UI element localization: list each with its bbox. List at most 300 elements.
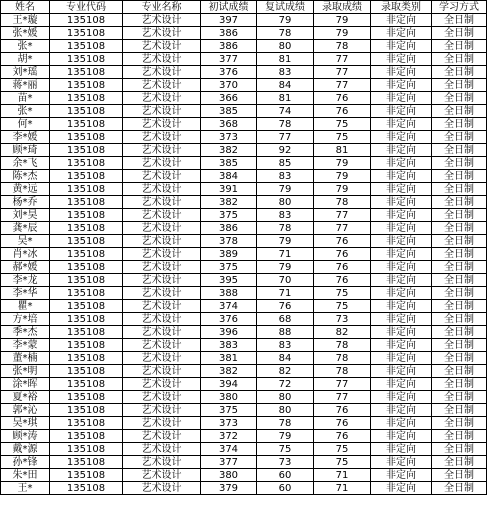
major-name-cell: 艺术设计 [123,105,201,118]
table-row [1,79,487,92]
study-mode-cell: 全日制 [432,326,487,339]
retest-score-cell: 70 [257,274,314,287]
admission-category-cell: 非定向 [371,157,432,170]
major-code-cell: 135108 [50,313,123,326]
admission-category-cell: 非定向 [371,14,432,27]
major-name-cell: 艺术设计 [123,404,201,417]
admission-score-cell: 77 [314,391,371,404]
name-cell: 张* [1,40,50,53]
retest-score-cell: 92 [257,144,314,157]
admission-category-cell: 非定向 [371,40,432,53]
study-mode-cell: 全日制 [432,27,487,40]
admission-category-cell: 非定向 [371,287,432,300]
major-name-cell: 艺术设计 [123,443,201,456]
name-cell: 刘*瑶 [1,66,50,79]
major-name-cell: 艺术设计 [123,118,201,131]
retest-score-cell: 60 [257,482,314,495]
study-mode-cell: 全日制 [432,118,487,131]
major-name-cell: 艺术设计 [123,144,201,157]
initial-score-cell: 389 [201,248,257,261]
initial-score-cell: 384 [201,170,257,183]
retest-score-cell: 73 [257,456,314,469]
major-name-cell: 艺术设计 [123,183,201,196]
name-cell: 郝*媛 [1,261,50,274]
name-cell: 陈*杰 [1,170,50,183]
admission-score-cell: 78 [314,40,371,53]
name-cell: 吴*琪 [1,417,50,430]
major-name-cell: 艺术设计 [123,14,201,27]
study-mode-cell: 全日制 [432,92,487,105]
table-row [1,27,487,40]
major-name-cell: 艺术设计 [123,261,201,274]
major-name-cell: 艺术设计 [123,326,201,339]
header-retest-score: 复试成绩 [257,1,314,14]
retest-score-cell: 78 [257,27,314,40]
major-code-cell: 135108 [50,27,123,40]
admission-category-cell: 非定向 [371,443,432,456]
admission-score-cell: 78 [314,365,371,378]
retest-score-cell: 74 [257,105,314,118]
major-name-cell: 艺术设计 [123,456,201,469]
study-mode-cell: 全日制 [432,274,487,287]
major-code-cell: 135108 [50,352,123,365]
admission-category-cell: 非定向 [371,248,432,261]
retest-score-cell: 81 [257,53,314,66]
study-mode-cell: 全日制 [432,157,487,170]
retest-score-cell: 81 [257,92,314,105]
admission-category-cell: 非定向 [371,313,432,326]
study-mode-cell: 全日制 [432,261,487,274]
admission-score-cell: 76 [314,92,371,105]
name-cell: 李*华 [1,287,50,300]
table-row [1,469,487,482]
header-admission-category: 录取类别 [371,1,432,14]
major-name-cell: 艺术设计 [123,391,201,404]
retest-score-cell: 83 [257,209,314,222]
major-code-cell: 135108 [50,482,123,495]
admission-category-cell: 非定向 [371,261,432,274]
retest-score-cell: 79 [257,183,314,196]
admission-category-cell: 非定向 [371,404,432,417]
major-code-cell: 135108 [50,105,123,118]
admission-category-cell: 非定向 [371,196,432,209]
study-mode-cell: 全日制 [432,14,487,27]
initial-score-cell: 374 [201,300,257,313]
initial-score-cell: 397 [201,14,257,27]
admission-category-cell: 非定向 [371,456,432,469]
retest-score-cell: 83 [257,170,314,183]
name-cell: 龚*辰 [1,222,50,235]
table-row [1,430,487,443]
major-code-cell: 135108 [50,144,123,157]
major-code-cell: 135108 [50,248,123,261]
initial-score-cell: 375 [201,261,257,274]
admission-category-cell: 非定向 [371,417,432,430]
major-name-cell: 艺术设计 [123,222,201,235]
admission-score-cell: 76 [314,105,371,118]
header-major-code: 专业代码 [50,1,123,14]
study-mode-cell: 全日制 [432,66,487,79]
table-row [1,196,487,209]
retest-score-cell: 83 [257,66,314,79]
initial-score-cell: 382 [201,365,257,378]
table-row [1,66,487,79]
study-mode-cell: 全日制 [432,235,487,248]
admission-score-cell: 77 [314,79,371,92]
admission-score-cell: 77 [314,222,371,235]
initial-score-cell: 373 [201,131,257,144]
table-row [1,482,487,495]
major-code-cell: 135108 [50,170,123,183]
initial-score-cell: 374 [201,443,257,456]
major-name-cell: 艺术设计 [123,248,201,261]
retest-score-cell: 79 [257,430,314,443]
admission-category-cell: 非定向 [371,482,432,495]
major-code-cell: 135108 [50,53,123,66]
name-cell: 刘*昊 [1,209,50,222]
initial-score-cell: 379 [201,482,257,495]
initial-score-cell: 377 [201,456,257,469]
admission-category-cell: 非定向 [371,66,432,79]
admission-score-cell: 76 [314,235,371,248]
name-cell: 肖*冰 [1,248,50,261]
admission-score-cell: 79 [314,27,371,40]
initial-score-cell: 385 [201,157,257,170]
admission-score-cell: 76 [314,261,371,274]
major-code-cell: 135108 [50,326,123,339]
table-row [1,131,487,144]
initial-score-cell: 382 [201,144,257,157]
header-name: 姓名 [1,1,50,14]
name-cell: 何* [1,118,50,131]
table-row [1,105,487,118]
initial-score-cell: 377 [201,53,257,66]
admission-score-cell: 71 [314,482,371,495]
admission-category-cell: 非定向 [371,222,432,235]
study-mode-cell: 全日制 [432,53,487,66]
major-code-cell: 135108 [50,261,123,274]
major-name-cell: 艺术设计 [123,235,201,248]
study-mode-cell: 全日制 [432,456,487,469]
admission-category-cell: 非定向 [371,79,432,92]
major-code-cell: 135108 [50,40,123,53]
major-code-cell: 135108 [50,339,123,352]
table-row [1,118,487,131]
retest-score-cell: 71 [257,287,314,300]
admission-category-cell: 非定向 [371,365,432,378]
major-name-cell: 艺术设计 [123,417,201,430]
name-cell: 吴* [1,235,50,248]
table-row [1,222,487,235]
initial-score-cell: 385 [201,105,257,118]
initial-score-cell: 386 [201,27,257,40]
table-row [1,53,487,66]
table-row [1,391,487,404]
retest-score-cell: 80 [257,391,314,404]
major-name-cell: 艺术设计 [123,274,201,287]
major-name-cell: 艺术设计 [123,209,201,222]
major-name-cell: 艺术设计 [123,131,201,144]
initial-score-cell: 372 [201,430,257,443]
header-study-mode: 学习方式 [432,1,487,14]
admission-score-cell: 79 [314,14,371,27]
retest-score-cell: 79 [257,261,314,274]
name-cell: 顾*涛 [1,430,50,443]
major-name-cell: 艺术设计 [123,287,201,300]
name-cell: 王* [1,482,50,495]
major-name-cell: 艺术设计 [123,313,201,326]
header-admission-score: 录取成绩 [314,1,371,14]
major-code-cell: 135108 [50,222,123,235]
study-mode-cell: 全日制 [432,144,487,157]
table-row [1,300,487,313]
admission-score-cell: 75 [314,443,371,456]
retest-score-cell: 68 [257,313,314,326]
study-mode-cell: 全日制 [432,183,487,196]
major-name-cell: 艺术设计 [123,352,201,365]
name-cell: 郭*沁 [1,404,50,417]
study-mode-cell: 全日制 [432,287,487,300]
major-code-cell: 135108 [50,157,123,170]
name-cell: 季*杰 [1,326,50,339]
admission-category-cell: 非定向 [371,92,432,105]
initial-score-cell: 383 [201,339,257,352]
major-name-cell: 艺术设计 [123,378,201,391]
initial-score-cell: 368 [201,118,257,131]
major-name-cell: 艺术设计 [123,53,201,66]
study-mode-cell: 全日制 [432,40,487,53]
study-mode-cell: 全日制 [432,196,487,209]
initial-score-cell: 396 [201,326,257,339]
admission-category-cell: 非定向 [371,183,432,196]
initial-score-cell: 382 [201,196,257,209]
major-name-cell: 艺术设计 [123,365,201,378]
admission-category-cell: 非定向 [371,118,432,131]
admission-category-cell: 非定向 [371,352,432,365]
retest-score-cell: 83 [257,339,314,352]
study-mode-cell: 全日制 [432,170,487,183]
major-code-cell: 135108 [50,443,123,456]
study-mode-cell: 全日制 [432,391,487,404]
name-cell: 杨*乔 [1,196,50,209]
study-mode-cell: 全日制 [432,79,487,92]
name-cell: 胡* [1,53,50,66]
admission-score-cell: 76 [314,430,371,443]
major-name-cell: 艺术设计 [123,300,201,313]
table-row [1,274,487,287]
name-cell: 张* [1,105,50,118]
major-code-cell: 135108 [50,14,123,27]
name-cell: 张*媛 [1,27,50,40]
admission-category-cell: 非定向 [371,53,432,66]
admission-score-cell: 79 [314,183,371,196]
initial-score-cell: 386 [201,222,257,235]
name-cell: 李*媛 [1,131,50,144]
study-mode-cell: 全日制 [432,404,487,417]
retest-score-cell: 78 [257,118,314,131]
admission-category-cell: 非定向 [371,469,432,482]
major-code-cell: 135108 [50,79,123,92]
table-row [1,443,487,456]
study-mode-cell: 全日制 [432,300,487,313]
table-row [1,417,487,430]
table-row [1,313,487,326]
major-code-cell: 135108 [50,235,123,248]
initial-score-cell: 380 [201,469,257,482]
major-code-cell: 135108 [50,404,123,417]
admission-score-cell: 75 [314,118,371,131]
admission-score-cell: 73 [314,313,371,326]
admission-category-cell: 非定向 [371,300,432,313]
table-row [1,352,487,365]
major-code-cell: 135108 [50,378,123,391]
major-name-cell: 艺术设计 [123,157,201,170]
admission-score-cell: 82 [314,326,371,339]
name-cell: 李*蒙 [1,339,50,352]
initial-score-cell: 381 [201,352,257,365]
admission-category-cell: 非定向 [371,391,432,404]
retest-score-cell: 82 [257,365,314,378]
study-mode-cell: 全日制 [432,443,487,456]
major-code-cell: 135108 [50,66,123,79]
table-row [1,170,487,183]
major-code-cell: 135108 [50,287,123,300]
study-mode-cell: 全日制 [432,378,487,391]
initial-score-cell: 375 [201,209,257,222]
name-cell: 张*明 [1,365,50,378]
header-major-name: 专业名称 [123,1,201,14]
table-row [1,157,487,170]
admission-category-cell: 非定向 [371,430,432,443]
initial-score-cell: 391 [201,183,257,196]
major-code-cell: 135108 [50,118,123,131]
major-name-cell: 艺术设计 [123,339,201,352]
admission-score-cell: 75 [314,456,371,469]
major-code-cell: 135108 [50,456,123,469]
admission-category-cell: 非定向 [371,339,432,352]
name-cell: 王*璇 [1,14,50,27]
name-cell: 戴*源 [1,443,50,456]
study-mode-cell: 全日制 [432,313,487,326]
study-mode-cell: 全日制 [432,131,487,144]
major-code-cell: 135108 [50,274,123,287]
study-mode-cell: 全日制 [432,352,487,365]
admission-score-cell: 77 [314,378,371,391]
initial-score-cell: 373 [201,417,257,430]
retest-score-cell: 80 [257,40,314,53]
study-mode-cell: 全日制 [432,417,487,430]
study-mode-cell: 全日制 [432,222,487,235]
retest-score-cell: 84 [257,79,314,92]
retest-score-cell: 79 [257,14,314,27]
name-cell: 李*龙 [1,274,50,287]
study-mode-cell: 全日制 [432,339,487,352]
table-row [1,235,487,248]
header-initial-score: 初试成绩 [201,1,257,14]
admission-score-cell: 78 [314,196,371,209]
initial-score-cell: 388 [201,287,257,300]
retest-score-cell: 80 [257,196,314,209]
table-row [1,261,487,274]
study-mode-cell: 全日制 [432,430,487,443]
table-row [1,404,487,417]
admission-score-cell: 76 [314,404,371,417]
major-code-cell: 135108 [50,300,123,313]
admission-score-cell: 77 [314,53,371,66]
major-code-cell: 135108 [50,430,123,443]
table-row [1,40,487,53]
table-row [1,144,487,157]
retest-score-cell: 79 [257,235,314,248]
retest-score-cell: 85 [257,157,314,170]
admission-category-cell: 非定向 [371,326,432,339]
initial-score-cell: 376 [201,313,257,326]
table-row [1,456,487,469]
name-cell: 夏*裕 [1,391,50,404]
retest-score-cell: 60 [257,469,314,482]
retest-score-cell: 75 [257,443,314,456]
study-mode-cell: 全日制 [432,105,487,118]
header-row [1,1,487,14]
retest-score-cell: 80 [257,404,314,417]
admission-score-cell: 75 [314,300,371,313]
initial-score-cell: 380 [201,391,257,404]
name-cell: 朱*田 [1,469,50,482]
retest-score-cell: 88 [257,326,314,339]
major-name-cell: 艺术设计 [123,170,201,183]
major-code-cell: 135108 [50,131,123,144]
retest-score-cell: 78 [257,417,314,430]
major-name-cell: 艺术设计 [123,482,201,495]
initial-score-cell: 395 [201,274,257,287]
major-name-cell: 艺术设计 [123,469,201,482]
admission-category-cell: 非定向 [371,27,432,40]
major-code-cell: 135108 [50,365,123,378]
study-mode-cell: 全日制 [432,482,487,495]
admission-score-cell: 78 [314,352,371,365]
admission-category-cell: 非定向 [371,378,432,391]
major-name-cell: 艺术设计 [123,40,201,53]
name-cell: 瞿* [1,300,50,313]
major-name-cell: 艺术设计 [123,196,201,209]
initial-score-cell: 376 [201,66,257,79]
table-row [1,183,487,196]
major-name-cell: 艺术设计 [123,27,201,40]
name-cell: 余*飞 [1,157,50,170]
admission-category-cell: 非定向 [371,274,432,287]
retest-score-cell: 77 [257,131,314,144]
retest-score-cell: 84 [257,352,314,365]
admission-score-cell: 75 [314,131,371,144]
table-row [1,326,487,339]
major-code-cell: 135108 [50,92,123,105]
study-mode-cell: 全日制 [432,248,487,261]
major-code-cell: 135108 [50,209,123,222]
name-cell: 顾*琦 [1,144,50,157]
major-name-cell: 艺术设计 [123,92,201,105]
initial-score-cell: 375 [201,404,257,417]
table-row [1,287,487,300]
major-code-cell: 135108 [50,417,123,430]
study-mode-cell: 全日制 [432,365,487,378]
table-row [1,378,487,391]
admission-score-cell: 76 [314,248,371,261]
retest-score-cell: 71 [257,248,314,261]
admission-score-cell: 78 [314,339,371,352]
name-cell: 黄*远 [1,183,50,196]
name-cell: 董*楠 [1,352,50,365]
major-code-cell: 135108 [50,391,123,404]
